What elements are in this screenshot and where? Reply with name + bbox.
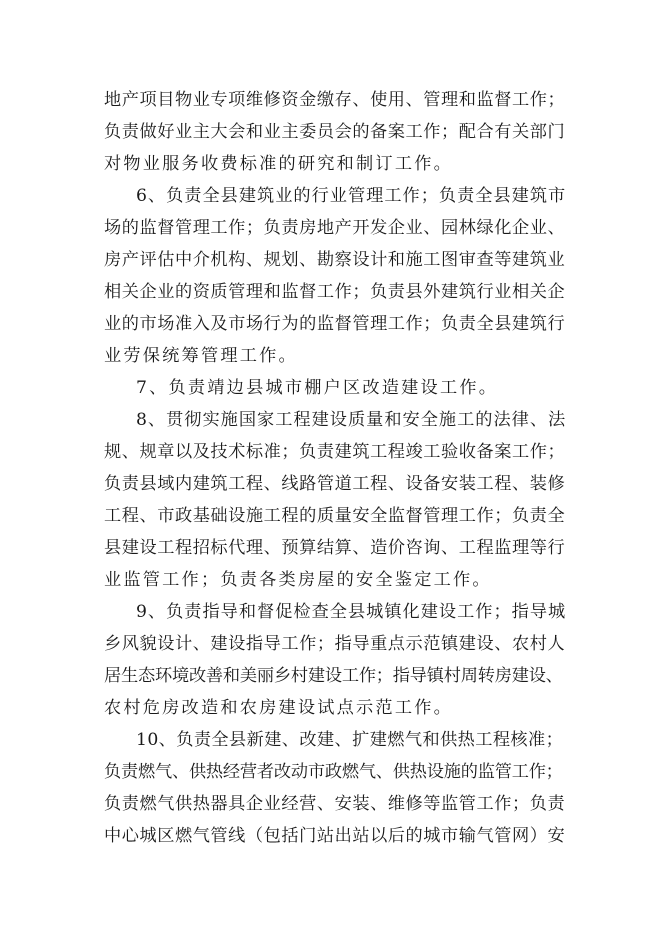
text-line: 居生态环境改善和美丽乡村建设工作；指导镇村周转房建设、 [104, 666, 563, 686]
text-line: 场的监督管理工作；负责房地产开发企业、园林绿化企业、 [104, 218, 566, 238]
text-line: 对物业服务收费标准的研究和制订工作。 [104, 154, 453, 174]
paragraph-start-line: 6、负责全县建筑业的行业管理工作；负责全县建筑市 [136, 186, 567, 206]
text-line: 中心城区燃气管线（包括门站出站以后的城市输气管网）安 [104, 826, 566, 846]
text-line: 相关企业的资质管理和监督工作；负责县外建筑行业相关企 [104, 282, 566, 302]
text-line: 负责燃气供热器具企业经营、安装、维修等监管工作；负责 [104, 794, 566, 814]
text-line: 业监管工作；负责各类房屋的安全鉴定工作。 [104, 570, 492, 590]
text-line: 乡风貌设计、建设指导工作；指导重点示范镇建设、农村人 [104, 634, 566, 654]
text-line: 负责做好业主大会和业主委员会的备案工作；配合有关部门 [104, 122, 566, 142]
paragraph-start-line: 7、负责靖边县城市棚户区改造建设工作。 [136, 378, 499, 398]
text-line: 农村危房改造和农房建设试点示范工作。 [104, 698, 453, 718]
text-line: 地产项目物业专项维修资金缴存、使用、管理和监督工作； [104, 90, 566, 110]
text-line: 房产评估中介机构、规划、勘察设计和施工图审查等建筑业 [104, 250, 566, 270]
text-line: 负责燃气、供热经营者改动市政燃气、供热设施的监管工作； [104, 762, 563, 782]
paragraph-start-line: 10、负责全县新建、改建、扩建燃气和供热工程核准； [136, 730, 564, 750]
text-line: 县建设工程招标代理、预算结算、造价咨询、工程监理等行 [104, 538, 566, 558]
paragraph-start-line: 9、负责指导和督促检查全县城镇化建设工作；指导城 [136, 602, 567, 622]
paragraph-start-line: 8、贯彻实施国家工程建设质量和安全施工的法律、法 [136, 410, 567, 430]
text-line: 工程、市政基础设施工程的质量安全监督管理工作；负责全 [104, 506, 566, 526]
text-line: 负责县域内建筑工程、线路管道工程、设备安装工程、装修 [104, 474, 566, 494]
text-line: 规、规章以及技术标准；负责建筑工程竣工验收备案工作； [104, 442, 566, 462]
text-line: 业劳保统筹管理工作。 [104, 346, 298, 366]
text-line: 业的市场准入及市场行为的监督管理工作；负责全县建筑行 [104, 314, 566, 334]
